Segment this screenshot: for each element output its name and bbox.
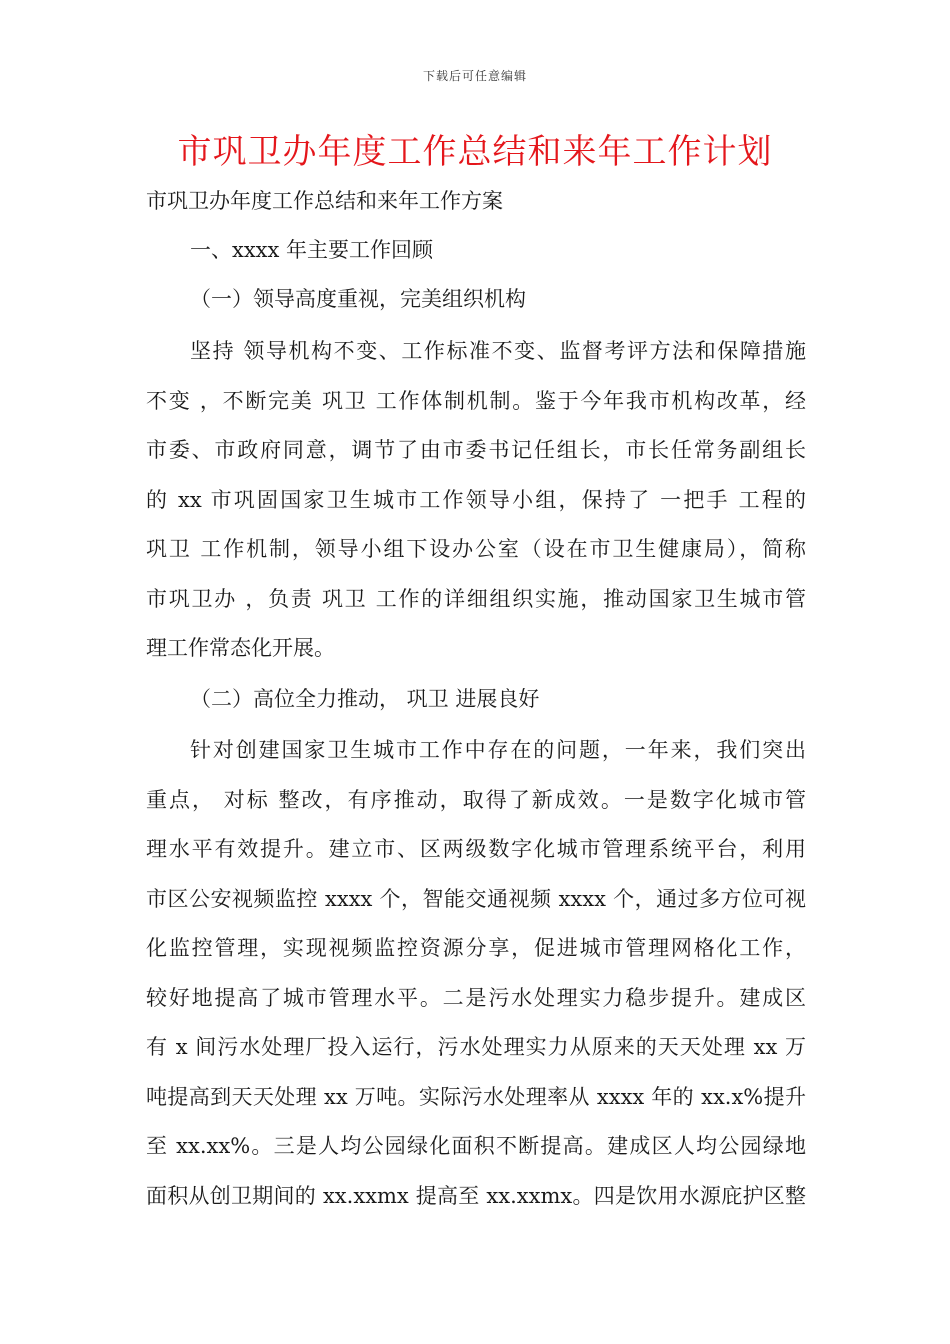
section-heading-1: 一、xxxx 年主要工作回顾 [190, 238, 434, 262]
paragraph-1 [146, 336, 806, 683]
paragraph-line: 有 x 间污水处理厂投入运行，污水处理实力从原来的天天处理 xx 万 [146, 1035, 806, 1059]
paragraph-line: 化监控管理，实现视频监控资源分享，促进城市管理网格化工作， [146, 936, 806, 960]
paragraph-line: 巩卫 工作机制，领导小组下设办公室（设在市卫生健康局），简称 [146, 537, 806, 561]
document-title: 市巩卫办年度工作总结和来年工作计划 [177, 132, 773, 172]
paragraph-line: 市巩卫办 ，负责 巩卫 工作的详细组织实施，推动国家卫生城市管 [146, 586, 806, 611]
paragraph-line: 面积从创卫期间的 xx.xxmx 提高至 xx.xxmx。四是饮用水源庇护区整 [146, 1183, 806, 1208]
subsection-heading-2: （二）高位全力推动， 巩卫 进展良好 [190, 687, 540, 711]
paragraph-line: 不变 ，不断完美 巩卫 工作体制机制。鉴于今年我市机构改革，经 [146, 388, 806, 413]
paragraph-line: 市区公安视频监控 xxxx 个，智能交通视频 xxxx 个，通过多方位可视 [146, 886, 806, 911]
header-note: 下载后可任意编辑 [422, 69, 527, 83]
paragraph-line: 重点， 对标 整改，有序推动，取得了新成效。一是数字化城市管 [146, 787, 806, 812]
paragraph-line: 理水平有效提升。建立市、区两级数字化城市管理系统平台，利用 [146, 837, 806, 861]
paragraph-line: 至 xx.xx%。三是人均公园绿化面积不断提高。建成区人均公园绿地 [146, 1134, 806, 1158]
paragraph-line: 吨提高到天天处理 xx 万吨。实际污水处理率从 xxxx 年的 xx.x%提升 [146, 1084, 806, 1109]
paragraph-line: 坚持 领导机构不变、工作标准不变、监督考评方法和保障措施 [190, 339, 806, 363]
paragraph-line: 的 xx 市巩固国家卫生城市工作领导小组，保持了 一把手 工程的 [146, 487, 806, 512]
document-subtitle: 市巩卫办年度工作总结和来年工作方案 [146, 189, 503, 213]
paragraph-line: 较好地提高了城市管理水平。二是污水处理实力稳步提升。建成区 [146, 985, 806, 1010]
paragraph-2 [146, 735, 806, 1230]
paragraph-line: 市委、市政府同意，调节了由市委书记任组长，市长任常务副组长 [146, 438, 806, 462]
subsection-heading-1: （一）领导高度重视，完美组织机构 [190, 287, 526, 311]
paragraph-line: 针对创建国家卫生城市工作中存在的问题，一年来，我们突出 [190, 738, 806, 762]
paragraph-line: 理工作常态化开展。 [146, 636, 335, 660]
